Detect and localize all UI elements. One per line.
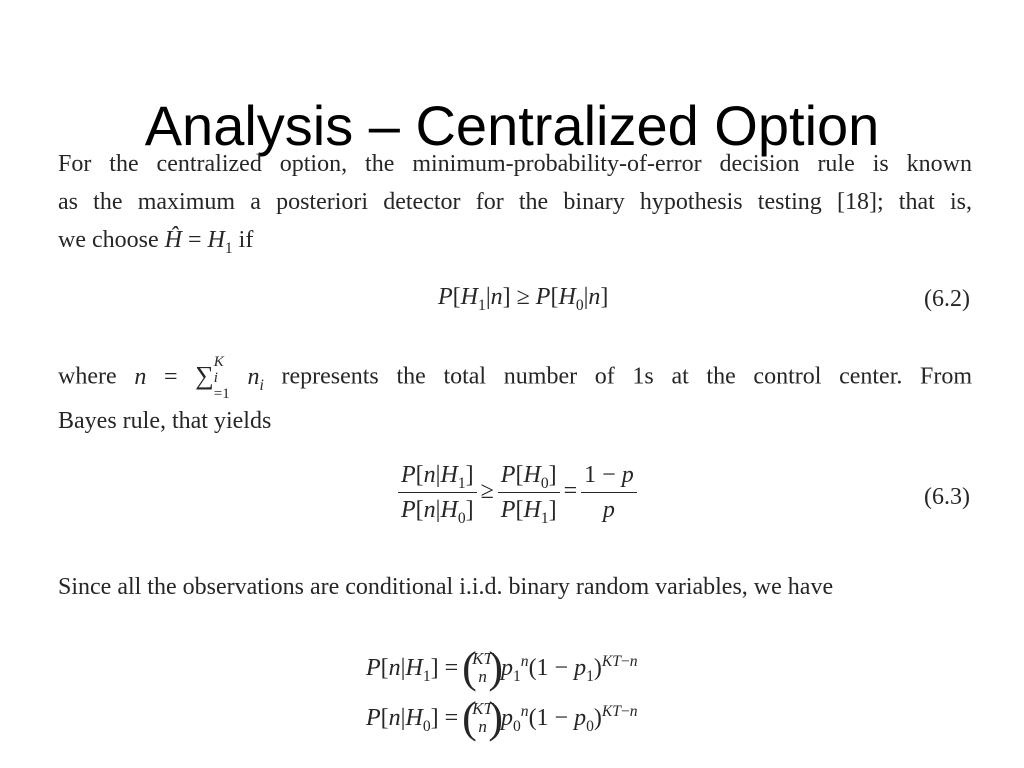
- paragraph-where-line-1: [58, 354, 972, 402]
- binomial-coefficient: ( KT n ): [462, 643, 503, 692]
- paragraph-since: [58, 568, 972, 606]
- paragraph-where: [58, 354, 972, 440]
- fraction-one-minus-p-over-p: $\frac{1 - p}{p}$: [581, 458, 637, 527]
- paragraph-intro-line-1: For the centralized option, the minimum-probability-of-error decision rule is known: [58, 151, 972, 177]
- paragraph-where-prefix: where: [58, 363, 117, 390]
- paragraph-where-line-2: Bayes rule, that yields: [58, 408, 272, 434]
- inline-math-sum-n: n = ∑ K i =1 $n_i$: [134, 354, 264, 402]
- paragraph-intro-line-3: [58, 221, 972, 259]
- fraction-likelihood-ratio: $\frac{P[n|H_1]}{P[n|H_0]}$: [398, 458, 477, 527]
- paragraph-since-line-1: Since all the observations are conditional i.i.d. binary random variables, we have: [58, 574, 834, 600]
- equation-6-2: $P[H_1|n] \ge P[H_0|n]$: [438, 284, 609, 314]
- equation-6-3: $\frac{P[n|H_1]}{P[n|H_0]}$ ≥ $\frac{P[H_0]}{P[H_1]}$ = $\frac{1 - p}{p}$: [394, 458, 641, 527]
- slide-title: Analysis – Centralized Option: [144, 93, 880, 157]
- fraction-prior-ratio: $\frac{P[H_0]}{P[H_1]}$: [498, 458, 560, 527]
- equation-binomial-h1: $P[n|H_1]$ = ( KT n ) $p_1^n(1 - p_1)^{KT-n}$: [366, 643, 638, 692]
- paragraph-intro-line-3-suffix: if: [238, 227, 254, 253]
- equation-binomial-h0: $P[n|H_0]$ = ( KT n ) $p_0^n(1 - p_0)^{KT-n}$: [366, 693, 638, 742]
- equation-6-3-number: (6.3): [924, 484, 970, 510]
- paragraph-where-suffix: represents the total number of 1s at the control center. From: [281, 363, 973, 390]
- inline-math-h-hat-equals-h1: Ĥ = $H_1$: [164, 227, 233, 257]
- paragraph-intro: [58, 145, 972, 259]
- paragraph-intro-line-3-prefix: we choose: [58, 227, 159, 253]
- equation-6-2-number: (6.2): [924, 286, 970, 312]
- paragraph-intro-line-2: as the maximum a posteriori detector for the binary hypothesis testing [18]; that is,: [58, 189, 972, 215]
- binomial-coefficient: ( KT n ): [462, 693, 503, 742]
